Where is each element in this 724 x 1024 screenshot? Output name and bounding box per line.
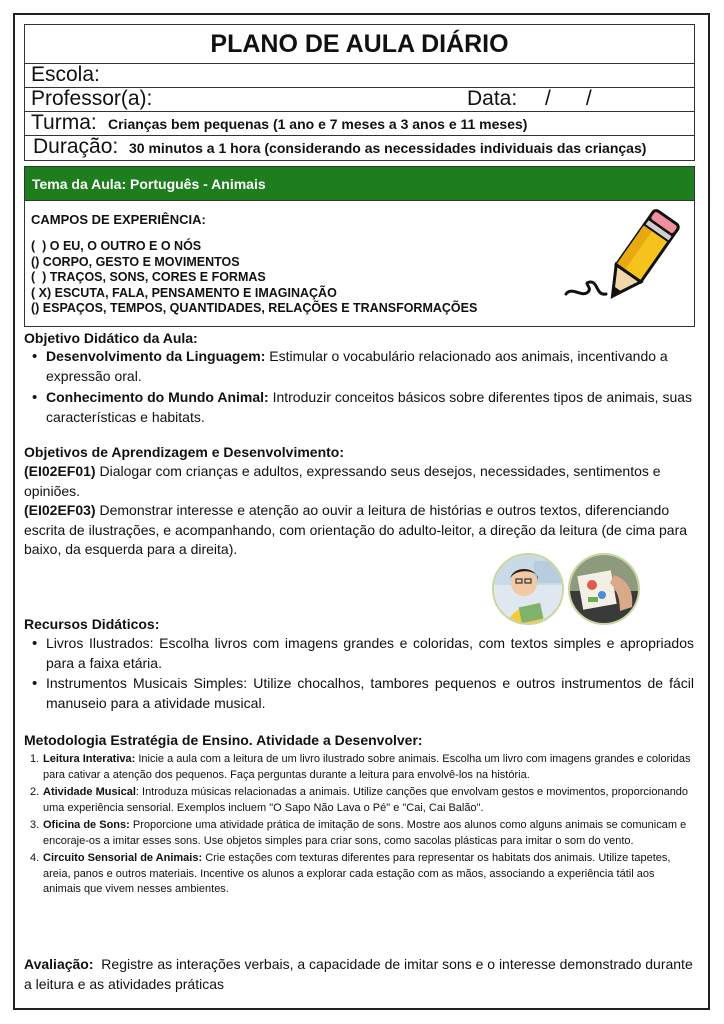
objetivo-text: Estimular o vocabulário relacionado aos animais, incentivando a expressão oral. <box>46 348 668 384</box>
aprendizagem-code: (EI02EF03) <box>24 502 96 518</box>
avaliacao-label: Avaliação: <box>24 956 94 972</box>
escola-label: Escola: <box>31 63 100 86</box>
recursos-list <box>26 634 694 713</box>
avaliacao-text: Registre as interações verbais, a capacidade de imitar sons e o interesse demonstrado durante a leitura e as atividades práticas <box>24 956 697 992</box>
campo-item: ( ) O EU, O OUTRO E O NÓS <box>31 239 202 253</box>
list-item <box>30 818 692 849</box>
list-item: • Instrumentos Musicais Simples: Utilize chocalhos, tambores pequenos e outros instrumentos de fácil manuseio para a atividade musical. <box>26 674 694 713</box>
step-text: Proporcione uma atividade prática de imitação de sons. Mostre aos alunos como alguns animais se comunicam e encoraje-os a imitar esses sons. Use objetos simples para criar sons, como sacolas plásticas para imitar o som do vento. <box>43 819 687 847</box>
metodologia-title: Metodologia Estratégia de Ensino. Atividade a Desenvolver: <box>24 732 423 748</box>
list-item <box>30 752 692 783</box>
step-bold: Leitura Interativa: <box>43 753 136 765</box>
pencil-icon <box>560 208 680 308</box>
objetivo-text: Introduzir conceitos básicos sobre diferentes tipos de animais, suas características e habitats. <box>46 389 693 425</box>
escola-row <box>25 64 694 88</box>
list-item <box>30 851 692 898</box>
data-label: Data: <box>467 87 518 110</box>
aprendizagem-title: Objetivos de Aprendizagem e Desenvolvimento: <box>24 444 345 460</box>
duracao-row <box>25 136 694 160</box>
turma-value: Crianças bem pequenas (1 ano e 7 meses a 3 anos e 11 meses) <box>108 116 528 132</box>
duracao-label: Duração: <box>33 135 119 158</box>
data-value: / / <box>545 87 592 110</box>
avaliacao <box>24 955 697 994</box>
objetivo-title: Objetivo Didático da Aula: <box>24 330 198 346</box>
turma-label: Turma: <box>31 111 97 134</box>
objetivo-list <box>26 347 694 427</box>
aprendizagem-code: (EI02EF01) <box>24 463 96 479</box>
campos-title: CAMPOS DE EXPERIÊNCIA: <box>31 212 206 227</box>
step-bold: Atividade Musical <box>43 786 136 798</box>
header-table <box>24 24 695 161</box>
professor-row <box>25 88 694 112</box>
aprendizagem-item-1 <box>24 462 694 501</box>
turma-row <box>25 112 694 136</box>
campo-item: () CORPO, GESTO E MOVIMENTOS <box>31 254 240 269</box>
campo-item: ( X) ESCUTA, FALA, PENSAMENTO E IMAGINAÇÃO <box>31 285 337 300</box>
campo-item: () ESPAÇOS, TEMPOS, QUANTIDADES, RELAÇÕES E TRANSFORMAÇÕES <box>31 301 478 315</box>
step-text: : Introduza músicas relacionadas a animais. Utilize canções que envolvam gestos e movimentos, proporcionando uma experiência sensorial. Exemplos incluem "O Sapo Não Lava o Pé" e "Cai, Cai Balão". <box>43 786 689 814</box>
duracao-value: 30 minutos a 1 hora (considerando as necessidades individuais das crianças) <box>129 140 647 156</box>
list-item <box>26 388 694 427</box>
recursos-title: Recursos Didáticos: <box>24 616 160 632</box>
step-text: Inicie a aula com a leitura de um livro ilustrado sobre animais. Escolha um livro com imagens grandes e coloridas para cativar a atenção dos pequenos. Faça perguntas durante a leitura para envolvê-los na história. <box>43 753 691 781</box>
list-item <box>26 347 694 386</box>
aprendizagem-text: Demonstrar interesse e atenção ao ouvir a leitura de histórias e outros textos, diferenciando escrita de ilustrações, e acompanhando, com orientação do adulto-leitor, a direção da leitura (de cima para baixo, da esquerda para a direita). <box>24 502 688 557</box>
step-bold: Circuito Sensorial de Animais: <box>43 852 203 864</box>
objetivo-bold: Desenvolvimento da Linguagem: <box>46 348 266 364</box>
aprendizagem-item-2 <box>24 501 694 560</box>
metodologia-list <box>30 752 692 900</box>
list-item <box>30 785 692 816</box>
campo-item: ( ) TRAÇOS, SONS, CORES E FORMAS <box>31 270 266 284</box>
theme-bar: Tema da Aula: Português - Animais <box>24 166 695 201</box>
page-title: PLANO DE AULA DIÁRIO <box>25 25 694 64</box>
adult-book-photo <box>568 553 640 625</box>
campos-list <box>31 239 477 317</box>
objetivo-bold: Conhecimento do Mundo Animal: <box>46 389 269 405</box>
list-item: • Livros Ilustrados: Escolha livros com imagens grandes e coloridas, com textos simples e apropriados para a faixa etária. <box>26 634 694 673</box>
aprendizagem-text: Dialogar com crianças e adultos, expressando seus desejos, necessidades, sentimentos e opiniões. <box>24 463 661 499</box>
step-bold: Oficina de Sons: <box>43 819 130 831</box>
step-text: Crie estações com texturas diferentes para representar os habitats dos animais. Utilize tapetes, areia, panos e outros materiais. Incentive os alunos a explorar cada estação com as mãos, associando a experiência tátil aos animais que vivem nesses ambientes. <box>43 852 671 895</box>
professor-label: Professor(a): <box>31 87 153 110</box>
child-reading-photo <box>492 553 564 625</box>
